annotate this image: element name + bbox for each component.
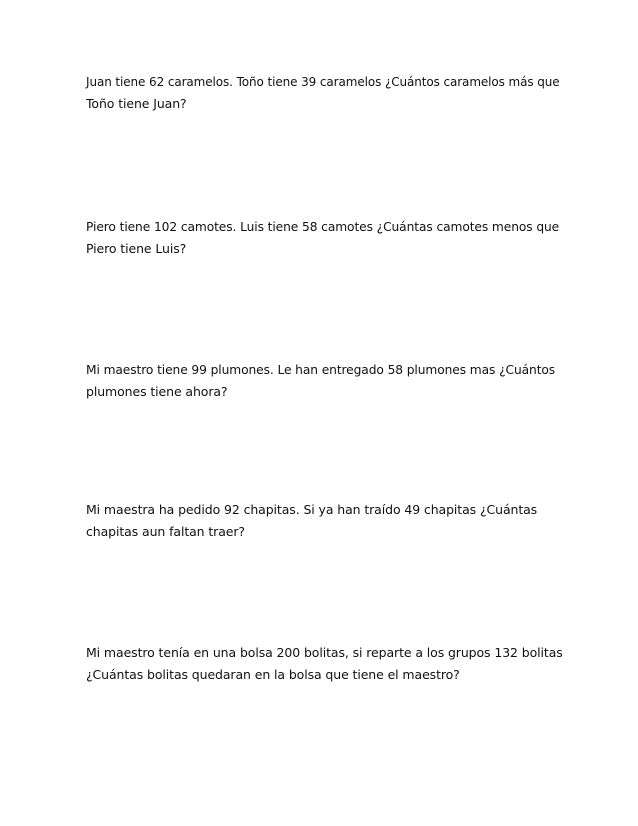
problem-4	[86, 499, 556, 543]
problem-4-line-2: chapitas aun faltan traer?	[86, 524, 245, 539]
problem-1	[86, 71, 560, 115]
problem-3-line-1: Mi maestro tiene 99 plumones. Le han entregado 58 plumones mas ¿Cuántos	[86, 363, 556, 377]
problem-3	[86, 359, 556, 403]
problem-1-line-1: Juan tiene 62 caramelos. Toño tiene 39 caramelos ¿Cuántos caramelos más que	[86, 75, 560, 89]
problem-4-line-1: Mi maestra ha pedido 92 chapitas. Si ya han traído 49 chapitas ¿Cuántas	[86, 502, 538, 517]
problem-5-line-2: ¿Cuántas bolitas quedaran en la bolsa que tiene el maestro?	[86, 667, 460, 682]
problem-2-line-1: Piero tiene 102 camotes. Luis tiene 58 camotes ¿Cuántas camotes menos que	[86, 220, 560, 234]
problem-2	[86, 216, 560, 260]
problem-5-line-1: Mi maestro tenía en una bolsa 200 bolitas, si reparte a los grupos 132 bolitas	[86, 645, 563, 660]
problem-2-line-2: Piero tiene Luis?	[86, 241, 187, 256]
problem-3-line-2: plumones tiene ahora?	[86, 384, 228, 399]
problem-5	[86, 642, 563, 686]
problem-1-line-2: Toño tiene Juan?	[86, 96, 187, 111]
